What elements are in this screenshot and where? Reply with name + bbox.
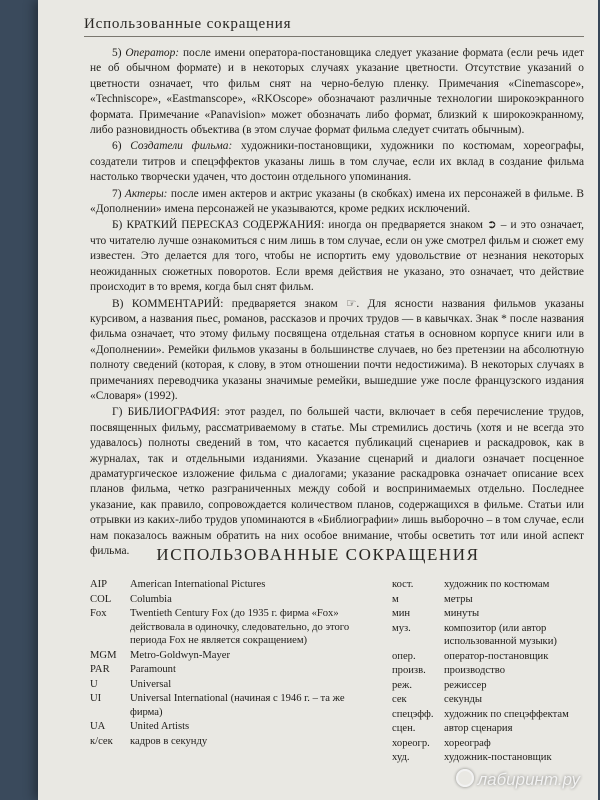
body-text [90,46,584,560]
abbreviation-definition: кадров в секунду [130,735,208,747]
abbreviation-row [90,735,392,749]
abbreviation-definition: Columbia [130,593,172,605]
abbreviation-row [90,593,392,607]
abbreviation-row [392,664,584,678]
abbreviation-term: реж. [392,679,412,691]
abbreviation-row [392,722,584,736]
abbreviation-definition: Metro-Goldwyn-Mayer [130,649,231,661]
paragraph: 7) Актеры: после имен актеров и актрис указаны (в скобках) имена их персонажей в фильме. В «Дополнении» имена персонажей не указываются, кроме редких исключений. [90,187,584,216]
abbreviation-term: спецэфф. [392,708,434,720]
abbreviation-term: хореогр. [392,737,430,749]
abbreviation-definition: художник по костюмам [444,579,550,590]
abbreviation-row [392,578,584,592]
abbreviation-definition: художник по спецэффектам [444,708,569,720]
abbreviation-term: сцен. [392,723,416,734]
abbreviation-definition: American International Pictures [130,579,266,590]
abbreviations-column-right [392,578,584,766]
abbreviation-term: MGM [90,649,117,661]
book-page [38,0,598,800]
abbreviation-row [90,649,392,663]
abbreviation-term: мин [392,608,411,619]
abbreviation-term: сек [392,694,407,705]
abbreviation-term: U [90,678,98,690]
abbreviation-term: опер. [392,650,416,662]
abbreviation-term: худ. [392,752,410,763]
header-rule [84,36,584,37]
abbreviation-term: UA [90,721,106,732]
abbreviation-row [90,607,392,648]
paragraph: Г) БИБЛИОГРАФИЯ: этот раздел, по большей части, включает в себя перечисление трудов, посвященных фильму, рассматриваемому в статье. Мы стремились достичь (хотя и не всегда это удавалось) полноты сведений в том, что касается публикаций сценариев и раскадровок, как в журналах, так и отдельными изданиями. Указание сценарий и диалоги означает посценное драматургическое изложение фильма с диалогами; указание раскадровка означает описание всех планов фильма, четко разграниченных между собой и воспринимаемых отдельно. Последнее указание, как правило, сопровождается количеством планов, содержащихся в фильме. Статьи или отрывки из каких-либо трудов упоминаются в «Библиографии» лишь выборочно – в том случае, если нам показалось важным обратить на них особое внимание, чтобы осветить тот или иной аспект фильма. [90,406,584,557]
abbreviation-definition: автор сценария [444,723,513,734]
abbreviation-row [392,737,584,751]
abbreviation-definition: композитор (или автор использованной музыки) [444,622,557,647]
abbreviation-row [392,679,584,693]
abbreviation-row [90,720,392,734]
abbreviation-term: PAR [90,664,110,675]
abbreviations-column-left [90,578,392,766]
abbreviation-definition: производство [444,665,505,676]
abbreviation-term: м [392,593,399,605]
abbreviation-term: COL [90,593,112,605]
abbreviation-row [392,693,584,707]
abbreviation-definition: режиссер [444,679,487,691]
abbreviation-row [90,692,392,719]
paragraph: 5) Оператор: после имени оператора-постановщика следует указание формата (если речь идет не об обычном формате) и в некоторых случаях указание цветности. Отсутствие указаний о цветности означает, что фильм снят на черно-белую пленку. Примечания «Cinemascope», «Techniscope», «Eastmanscope», «RKOscope» обозначают различные технологии широкоэкранного формата. Примечание «Panavision» может обозначать либо формат, близкий к широкоэкранному, либо разновидность объектива (в этом случае формат фильма следует считать обычным). [90,47,584,137]
abbreviation-row [90,678,392,692]
section-title: ИСПОЛЬЗОВАННЫЕ СОКРАЩЕНИЯ [156,545,480,564]
paragraph: Б) КРАТКИЙ ПЕРЕСКАЗ СОДЕРЖАНИЯ: иногда он предваряется знаком ➲ – и это означает, что читателю лучше ознакомиться с ним лишь в том случае, если он уже смотрел фильм и сюжет ему известен. Это делается для того, чтобы не испортить ему удовольствие от незнания некоторых неожиданных сюжетных поворотов. Если время действия не указано, это означает, что действие происходит в то время, когда был снят фильм. [90,219,584,294]
abbreviation-definition: Paramount [130,664,176,675]
abbreviation-definition: секунды [444,694,483,705]
abbreviation-term: Fox [90,608,107,619]
abbreviation-row [392,593,584,607]
watermark: лабиринт.ру [456,769,580,790]
labyrinth-logo-icon [456,769,474,787]
abbreviation-row [90,663,392,677]
abbreviation-definition: метры [444,593,473,605]
running-head: Использованные сокращения [84,16,292,32]
abbreviation-term: муз. [392,622,411,634]
abbreviation-term: AIP [90,579,108,590]
abbreviation-row [392,751,584,765]
abbreviation-term: кост. [392,579,414,590]
abbreviation-term: UI [90,693,102,704]
abbreviation-row [392,650,584,664]
abbreviation-definition: художник-постановщик [444,752,552,763]
abbreviation-row [392,607,584,621]
abbreviation-definition: Twentieth Century Fox (до 1935 г. фирма «Fox» действовала в одиночку, следовательно, до этого периода Fox не является сокращением) [130,608,350,646]
abbreviation-definition: оператор-постановщик [444,650,549,662]
abbreviation-row [392,708,584,722]
abbreviations-list [90,578,584,766]
abbreviation-row [392,622,584,649]
abbreviation-definition: минуты [444,608,480,619]
abbreviation-term: произв. [392,665,426,676]
abbreviation-definition: United Artists [130,721,190,732]
abbreviation-row [90,578,392,592]
paragraph: 6) Создатели фильма: художники-постановщики, художники по костюмам, хореографы, создатели титров и спецэффектов указаны лишь в том случае, если их вклад в создание фильма настолько творчески удачен, что достоин отдельного упоминания. [90,140,584,184]
abbreviation-definition: Universal International (начиная с 1946 г. – та же фирма) [130,693,345,718]
paragraph: В) КОММЕНТАРИЙ: предваряется знаком ☞. Для ясности названия фильмов указаны курсивом, а названия пьес, романов, рассказов и прочих трудов — в кавычках. Знак * после названия фильма означает, что этому фильму посвящена отдельная статья в основном корпусе книги или в «Дополнении». Ремейки фильмов указаны в большинстве случаев, но без претензии на абсолютную полноту сведений (которая, к слову, в этом отношении почти недостижима). В некоторых случаях в примечаниях переводчика указаны значимые ремейки, вышедшие уже после французского издания «Словаря» (1992). [90,297,584,402]
abbreviation-term: к/сек [90,735,113,747]
abbreviation-definition: Universal [130,678,172,690]
abbreviation-definition: хореограф [444,737,491,749]
